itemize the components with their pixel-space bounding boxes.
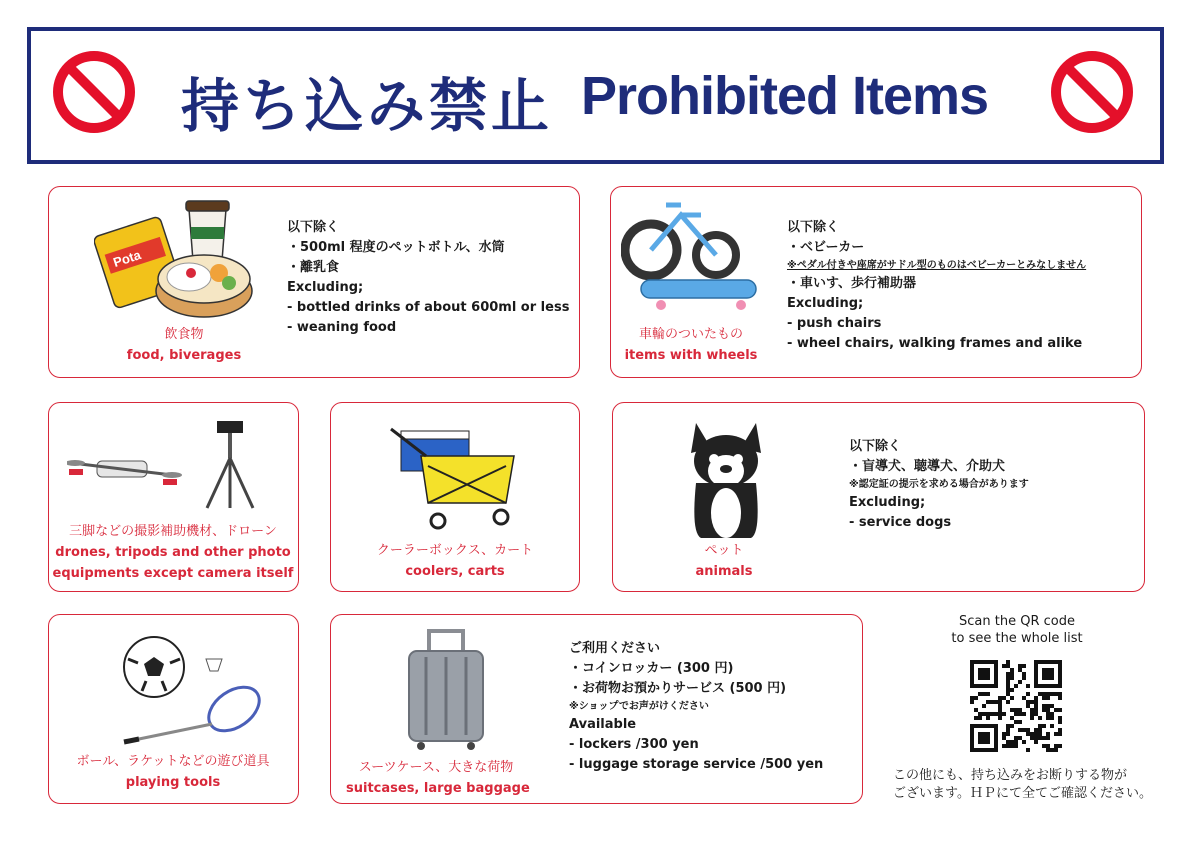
food-label-jp: 飲食物 bbox=[164, 327, 204, 342]
suitcases-label-jp: スーツケース、大きな荷物 bbox=[358, 760, 514, 775]
food-note-line: Excluding; bbox=[287, 280, 364, 295]
coolers-label-en: coolers, carts bbox=[405, 564, 505, 579]
food-notes bbox=[287, 218, 569, 338]
drones-caption bbox=[49, 521, 297, 584]
food-note-line: - bottled drinks of about 600ml or less bbox=[287, 300, 570, 315]
pets-note-small: ※認定証の提示を求める場合があります bbox=[849, 479, 1029, 490]
wheels-label-jp: 車輪のついたもの bbox=[638, 327, 743, 342]
food-note-line: ・500ml 程度のペットボトル、水筒 bbox=[287, 240, 505, 255]
suitcases-note-line: ・コインロッカー (300 円) bbox=[569, 661, 734, 676]
wheels-note-line: ・車いす、歩行補助器 bbox=[787, 276, 916, 291]
drone-tripod-illustration bbox=[67, 413, 267, 513]
title-japanese: 持ち込み禁止 bbox=[181, 72, 554, 140]
food-label-en: food, biverages bbox=[126, 348, 242, 363]
bicycle-skateboard-illustration bbox=[621, 195, 771, 315]
drones-label-en: drones, tripods and other photo bbox=[55, 545, 291, 560]
card-playing bbox=[48, 614, 299, 804]
dog-illustration bbox=[681, 413, 771, 543]
coolers-label-jp: クーラーボックス、カート bbox=[376, 543, 534, 558]
cooler-cart-illustration bbox=[386, 421, 526, 536]
wheels-note-line: - wheel chairs, walking frames and alike bbox=[787, 336, 1083, 351]
card-coolers bbox=[330, 402, 580, 592]
playing-label-en: playing tools bbox=[125, 775, 221, 790]
card-pets bbox=[612, 402, 1145, 592]
wheels-note-line: Excluding; bbox=[787, 296, 864, 311]
food-note-line: - weaning food bbox=[287, 320, 397, 335]
pets-caption bbox=[649, 540, 799, 582]
card-suitcases bbox=[330, 614, 863, 804]
suitcases-note-small: ※ショップでお声がけください bbox=[569, 701, 709, 712]
suitcases-caption bbox=[346, 757, 530, 799]
qr-code[interactable] bbox=[970, 660, 1062, 752]
suitcases-note-line: ・お荷物お預かりサービス (500 円) bbox=[569, 681, 787, 696]
ball-racket-illustration bbox=[84, 629, 264, 749]
pets-notes bbox=[849, 437, 1029, 533]
prohibited-icon bbox=[51, 49, 137, 135]
suitcases-note-line: - lockers /300 yen bbox=[569, 737, 699, 752]
suitcases-note-line: - luggage storage service /500 yen bbox=[569, 757, 824, 772]
suitcases-note-line: ご利用ください bbox=[569, 641, 661, 656]
suitcases-note-line: Available bbox=[569, 717, 637, 732]
wheels-note-line: 以下除く bbox=[787, 220, 840, 235]
wheels-note-small: ※ペダル付きや座席がサドル型のものはベビーカーとみなしません bbox=[787, 260, 1087, 271]
card-food bbox=[48, 186, 580, 378]
food-note-line: ・離乳食 bbox=[287, 260, 340, 275]
pets-note-line: 以下除く bbox=[849, 439, 902, 454]
drones-label-jp: 三脚などの撮影補助機材、ドローン bbox=[69, 524, 277, 539]
pets-label-jp: ペット bbox=[704, 543, 744, 558]
wheels-caption bbox=[616, 324, 766, 366]
pets-note-line: ・盲導犬、聴導犬、介助犬 bbox=[849, 459, 1006, 474]
suitcases-label-en: suitcases, large baggage bbox=[346, 781, 530, 796]
header-banner bbox=[27, 27, 1164, 164]
card-drones bbox=[48, 402, 299, 592]
suitcases-notes bbox=[569, 639, 823, 775]
suitcase-illustration bbox=[401, 623, 491, 753]
wheels-label-en: items with wheels bbox=[624, 348, 758, 363]
qr-caption-line: to see the whole list bbox=[951, 631, 1083, 646]
title-english: Prohibited Items bbox=[581, 66, 989, 126]
playing-caption bbox=[49, 751, 297, 793]
food-note-line: 以下除く bbox=[287, 220, 340, 235]
card-wheels bbox=[610, 186, 1142, 378]
drones-label-en: equipments except camera itself bbox=[52, 566, 294, 581]
wheels-note-line: - push chairs bbox=[787, 316, 882, 331]
qr-caption bbox=[938, 613, 1096, 647]
prohibited-icon bbox=[1049, 49, 1135, 135]
footer-note bbox=[893, 767, 1152, 803]
playing-label-jp: ボール、ラケットなどの遊び道具 bbox=[76, 754, 270, 769]
footer-line: この他にも、持ち込みをお断りする物が bbox=[893, 768, 1128, 783]
svg-text:Pota: Pota bbox=[111, 247, 143, 271]
food-caption bbox=[109, 324, 259, 366]
wheels-note-line: ・ベビーカー bbox=[787, 240, 865, 255]
coolers-caption bbox=[331, 540, 579, 582]
pets-label-en: animals bbox=[695, 564, 753, 579]
food-illustration bbox=[94, 191, 254, 321]
wheels-notes bbox=[787, 218, 1086, 354]
footer-line: ございます。ＨＰにて全てご確認ください。 bbox=[893, 786, 1152, 801]
pets-note-line: Excluding; bbox=[849, 495, 926, 510]
pets-note-line: - service dogs bbox=[849, 515, 952, 530]
qr-caption-line: Scan the QR code bbox=[959, 614, 1075, 629]
